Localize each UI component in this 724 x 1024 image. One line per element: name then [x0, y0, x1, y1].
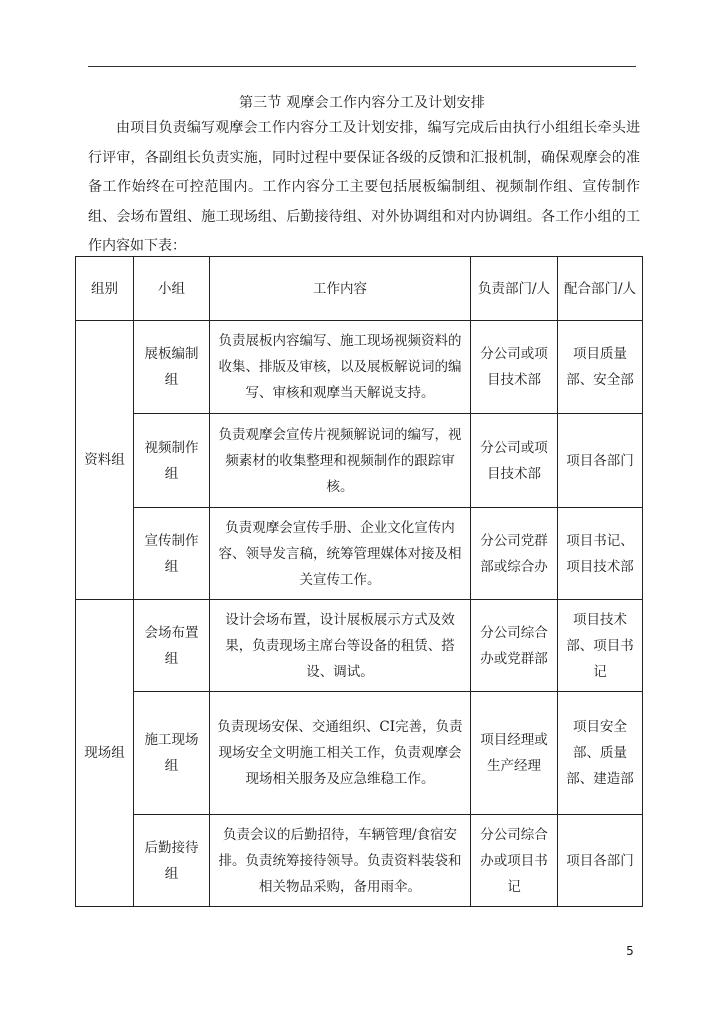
content-cell: 负责观摩会宣传手册、企业文化宣传内容、领导发言稿，统筹管理媒体对接及相关宣传工作。	[210, 508, 471, 600]
cooperating-cell: 项目各部门	[558, 414, 643, 508]
work-division-table	[75, 256, 643, 907]
table-row	[76, 600, 643, 692]
intro-paragraph	[88, 114, 640, 262]
content-cell: 负责现场安保、交通组织、CI完善，负责现场安全文明施工相关工作，负责观摩会现场相关服务及应急维稳工作。	[210, 692, 471, 815]
cooperating-cell: 项目质量部、安全部	[558, 321, 643, 414]
header-subgroup: 小组	[134, 257, 210, 321]
header-responsible: 负责部门/人	[471, 257, 558, 321]
subgroup-cell: 会场布置组	[134, 600, 210, 692]
content-cell: 设计会场布置，设计展板展示方式及效果，负责现场主席台等设备的租赁、搭设、调试。	[210, 600, 471, 692]
group-cell-materials: 资料组	[76, 321, 134, 600]
content-cell: 负责展板内容编写、施工现场视频资料的收集、排版及审核，以及展板解说词的编写、审核和观摩当天解说支持。	[210, 321, 471, 414]
content-cell: 负责会议的后勤招待，车辆管理/食宿安排。负责统筹接待领导。负责资料装袋和相关物品采购，备用雨伞。	[210, 815, 471, 907]
cooperating-cell: 项目技术部、项目书记	[558, 600, 643, 692]
responsible-cell: 分公司综合办或项目书记	[471, 815, 558, 907]
responsible-cell: 分公司综合办或党群部	[471, 600, 558, 692]
table-row	[76, 692, 643, 815]
content-cell: 负责观摩会宣传片视频解说词的编写，视频素材的收集整理和视频制作的跟踪审核。	[210, 414, 471, 508]
table-row	[76, 321, 643, 414]
subgroup-cell: 施工现场组	[134, 692, 210, 815]
table-header-row	[76, 257, 643, 321]
subgroup-cell: 后勤接待组	[134, 815, 210, 907]
group-cell-site: 现场组	[76, 600, 134, 907]
section-title: 第三节 观摩会工作内容分工及计划安排	[238, 95, 486, 111]
responsible-cell: 分公司党群部或综合办	[471, 508, 558, 600]
page-number: 5	[626, 944, 634, 958]
cooperating-cell: 项目书记、项目技术部	[558, 508, 643, 600]
table-row	[76, 414, 643, 508]
header-content: 工作内容	[210, 257, 471, 321]
intro-text: 由项目负责编写观摩会工作内容分工及计划安排，编写完成后由执行小组组长牵头进行评审，各副组长负责实施，同时过程中要保证各级的反馈和汇报机制，确保观摩会的准备工作始终在可控范围内。工作内容分工主要包括展板编制组、视频制作组、宣传制作组、会场布置组、施工现场组、后勤接待组、对外协调组和对内协调组。各工作小组的工作内容如下表：	[88, 120, 640, 254]
subgroup-cell: 视频制作组	[134, 414, 210, 508]
header-rule	[88, 66, 636, 67]
cooperating-cell: 项目安全部、质量部、建造部	[558, 692, 643, 815]
subgroup-cell: 宣传制作组	[134, 508, 210, 600]
cooperating-cell: 项目各部门	[558, 815, 643, 907]
header-cooperating: 配合部门/人	[558, 257, 643, 321]
responsible-cell: 分公司或项目技术部	[471, 321, 558, 414]
table-row	[76, 508, 643, 600]
responsible-cell: 分公司或项目技术部	[471, 414, 558, 508]
responsible-cell: 项目经理或生产经理	[471, 692, 558, 815]
header-group: 组别	[76, 257, 134, 321]
table-row	[76, 815, 643, 907]
subgroup-cell: 展板编制组	[134, 321, 210, 414]
